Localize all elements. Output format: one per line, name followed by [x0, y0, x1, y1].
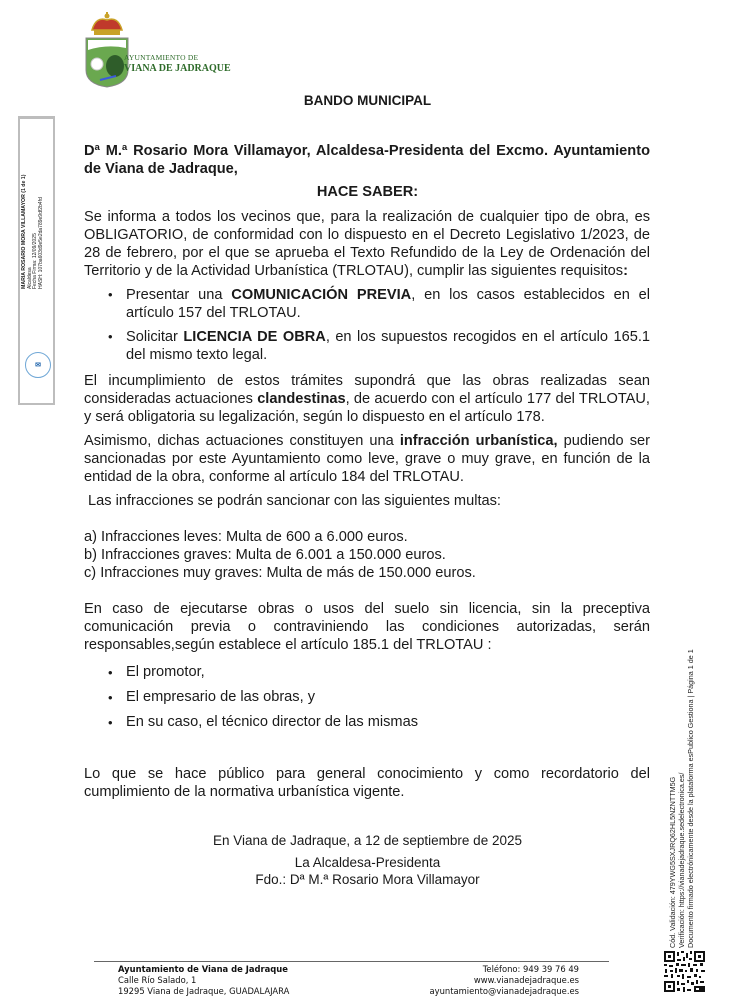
paragraph-responsables: En caso de ejecutarse obras o usos del suelo sin licencia, sin la preceptiva comunicación previa o contraviniendo las condiciones autorizadas, serán responsables,según establece el artículo 185.1 del TRLOTAU :: [84, 601, 650, 653]
responsibles-list: [84, 660, 650, 735]
hace-saber-heading: HACE SABER:: [316, 184, 419, 200]
paragraph-infraccion: [84, 432, 650, 486]
requirements-list: [84, 286, 650, 364]
paragraph-clandestinas: [84, 372, 650, 426]
qr-code-icon: [663, 950, 706, 993]
main-content: [84, 208, 650, 801]
obligation-text: Se informa a todos los vecinos que, para la realización de cualquier tipo de obra, es OBLIGATORIO, de conformidad con lo dispuesto en el Decreto Legislativo 1/2023, de 28 de febrero, por el que se aprueba el Texto Refundido de la Ley de Ordenación del Territorio y de la Actividad Urbanística (TRLOTAU), cumplir las siguientes requisitos: [84, 209, 650, 279]
signature-hash: HASH: 107ba603d9e5e2da789e9df2b4fd: [37, 197, 44, 289]
signature-note: Documento firmado electrónicamente desde la plataforma esPublico Gestiona | Página 1 de 1: [686, 649, 695, 948]
electronic-seal-icon: ✉: [25, 352, 51, 378]
signer-name: Fdo.: Dª M.ª Rosario Mora Villamayor: [255, 872, 480, 887]
list-item: • El empresario de las obras, y: [84, 685, 650, 710]
para-text: pudiendo ser sancionadas por este Ayuntamiento como leve, grave o muy grave, en función de la entidad de la obra, conforme al artículo 184 del TRLOTAU.: [84, 433, 650, 485]
list-item: [84, 286, 650, 322]
signature-details: [22, 175, 44, 289]
logo-line-1: AYUNTAMIENTO DE: [124, 53, 199, 62]
para-bold: clandestinas: [257, 391, 346, 407]
footer-contact: [380, 964, 579, 997]
qr-code-graphic: [663, 950, 706, 993]
intro-paragraph: Dª M.ª Rosario Mora Villamayor, Alcaldesa-Presidenta del Excmo. Ayuntamiento de Viana de Jadraque,: [84, 143, 650, 177]
footer-street: Calle Río Salado, 1: [118, 975, 197, 985]
obligation-colon: :: [623, 263, 628, 279]
fines-intro: Las infracciones se podrán sancionar con las siguientes multas:: [84, 493, 501, 509]
closing-paragraph: Lo que se hace público para general conocimiento y como recordatorio del cumplimiento de la normativa urbanística vigente.: [84, 766, 650, 800]
fine-item: c) Infracciones muy graves: Multa de más de 150.000 euros.: [84, 565, 476, 581]
signature-date: Fecha Firma: 12/09/2025: [32, 233, 38, 289]
logo-line-2: VIANA DE JADRAQUE: [124, 63, 231, 74]
list-item: [84, 328, 650, 364]
logo-text: [124, 53, 231, 74]
item-text: , en los casos establecidos en el artículo 157 del TRLOTAU.: [126, 287, 650, 321]
document-title: BANDO MUNICIPAL: [303, 93, 432, 108]
footer-website[interactable]: www.vianadejadraque.es: [473, 975, 579, 985]
verification-url[interactable]: Verificación: https://vianadejadraque.sedelectronica.es/: [677, 772, 686, 948]
closing-block: [0, 832, 735, 888]
list-item: • El promotor,: [84, 660, 650, 685]
footer-email[interactable]: ayuntamiento@vianadejadraque.es: [429, 986, 579, 996]
item-text: , en los supuestos recogidos en el artículo 165.1 del mismo texto legal.: [126, 329, 650, 363]
para-text: El incumplimiento de estos trámites supondrá que las obras realizadas sean consideradas actuaciones: [84, 373, 650, 407]
coat-of-arms-icon: [80, 10, 200, 88]
para-text: , de acuerdo con el artículo 177 del TRLOTAU, y será obligatoria su legalización, según lo dispuesto en el artículo 178.: [84, 391, 650, 425]
footer-city: 19295 Viana de Jadraque, GUADALAJARA: [118, 986, 290, 996]
municipal-logo: [80, 10, 200, 88]
footer-phone: Teléfono: 949 39 76 49: [482, 964, 579, 974]
signer-role: La Alcaldesa-Presidenta: [294, 855, 441, 870]
item-text: Presentar una: [126, 287, 232, 303]
signer-fullname: MARIA ROSARIO MORA VILLAMAYOR (1 de 1): [21, 174, 27, 289]
footer-address: [118, 964, 289, 997]
fines-list: [84, 528, 650, 582]
paragraph-obligation: [84, 208, 650, 280]
validation-code: Cód. Validación: 479YWG5SXJRQ62HL5NZNTTM5G: [668, 776, 677, 948]
footer-divider: [94, 961, 609, 962]
place-date: En Viana de Jadraque, a 12 de septiembre de 2025: [213, 833, 522, 848]
signature-box: [18, 116, 55, 405]
fine-item: b) Infracciones graves: Multa de 6.001 a 150.000 euros.: [84, 547, 446, 563]
item-text: Solicitar: [126, 329, 184, 345]
signer-position: Alcaldesa: [26, 267, 33, 289]
item-bold: COMUNICACIÓN PREVIA: [231, 287, 412, 303]
item-bold: LICENCIA DE OBRA: [183, 329, 326, 345]
para-bold: infracción urbanística,: [399, 433, 558, 449]
para-text: Asimismo, dichas actuaciones constituyen una: [84, 433, 400, 449]
fine-item: a) Infracciones leves: Multa de 600 a 6.000 euros.: [84, 529, 408, 545]
footer-org: Ayuntamiento de Viana de Jadraque: [118, 964, 288, 974]
list-item: • En su caso, el técnico director de las mismas: [84, 710, 650, 735]
verification-text: [668, 649, 695, 948]
